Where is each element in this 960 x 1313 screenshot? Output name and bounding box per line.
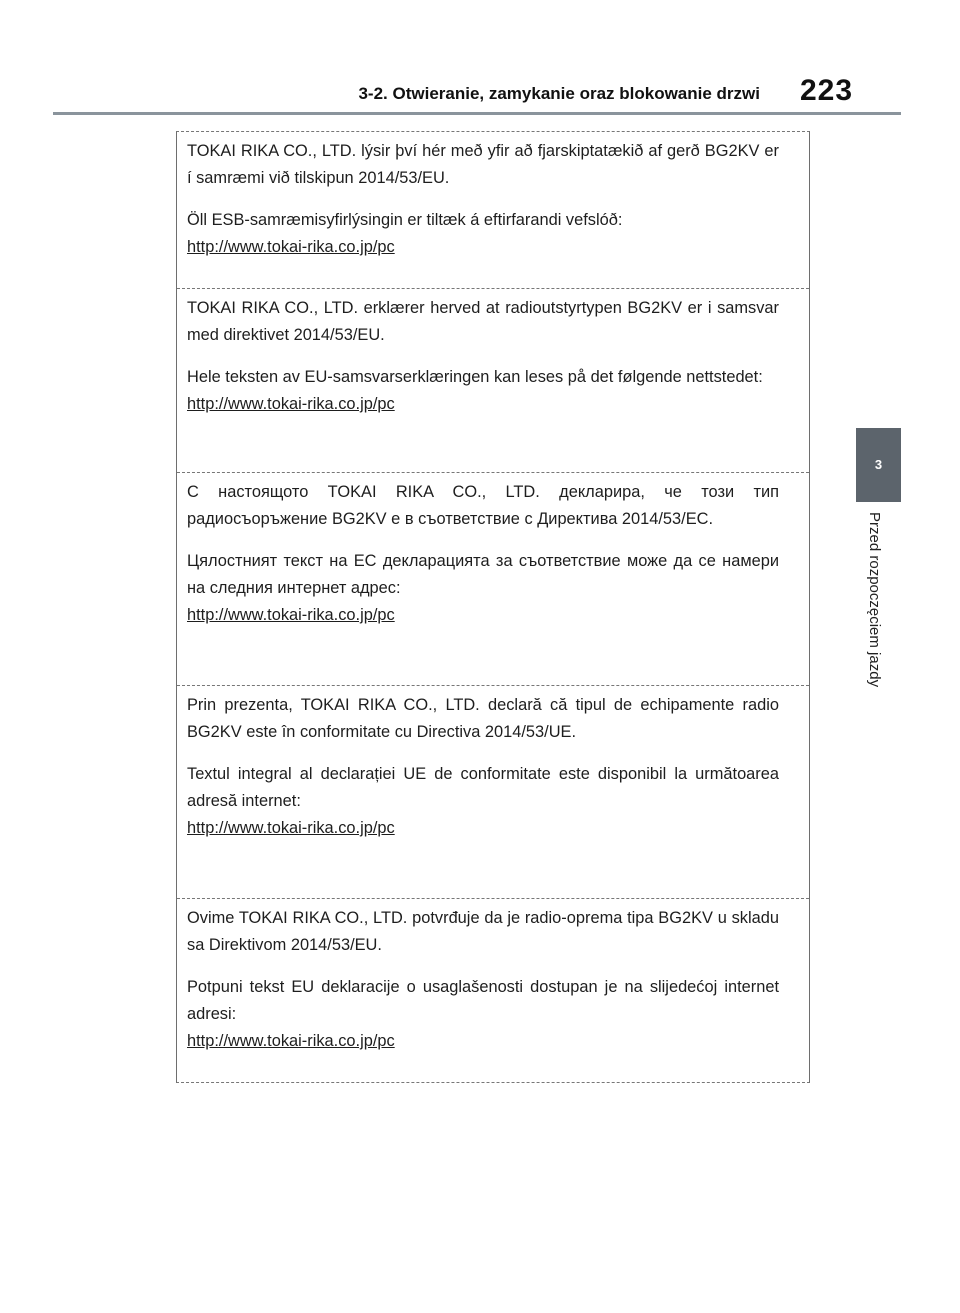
declaration-section-croatian: [177, 899, 809, 1082]
declaration-availability: [187, 364, 779, 418]
declaration-link[interactable]: http://www.tokai-rika.co.jp/pc: [187, 819, 395, 837]
chapter-tab: 3: [856, 428, 901, 502]
declaration-link[interactable]: http://www.tokai-rika.co.jp/pc: [187, 1032, 395, 1050]
header-divider: [53, 112, 901, 115]
declaration-availability-text: Hele teksten av EU-samsvarserklæringen kan leses på det følgende nettstedet:: [187, 368, 763, 386]
declaration-statement: Ovime TOKAI RIKA CO., LTD. potvrđuje da je radio-oprema tipa BG2KV u skladu sa Direktivom 2014/53/EU.: [187, 909, 779, 954]
declaration-availability-text: Textul integral al declarației UE de conformitate este disponibil la următoarea adresă internet:: [187, 765, 779, 810]
declaration-link[interactable]: http://www.tokai-rika.co.jp/pc: [187, 606, 395, 624]
declaration-section-romanian: [177, 686, 809, 899]
page-number: 223: [800, 74, 854, 107]
declaration-section-icelandic: [177, 132, 809, 289]
declaration-statement: Prin prezenta, TOKAI RIKA CO., LTD. declară că tipul de echipamente radio BG2KV este în conformitate cu Directiva 2014/53/UE.: [187, 696, 779, 741]
declaration-link[interactable]: http://www.tokai-rika.co.jp/pc: [187, 238, 395, 256]
declaration-availability: [187, 761, 779, 842]
declaration-section-norwegian: [177, 289, 809, 473]
declaration-link[interactable]: http://www.tokai-rika.co.jp/pc: [187, 395, 395, 413]
declaration-availability-text: Öll ESB-samræmisyfirlýsingin er tiltæk á eftirfarandi vefslóð:: [187, 211, 623, 229]
declaration-box: [176, 131, 810, 1083]
declaration-section-bulgarian: [177, 473, 809, 686]
declaration-statement: TOKAI RIKA CO., LTD. erklærer herved at radioutstyrtypen BG2KV er i samsvar med direktivet 2014/53/EU.: [187, 299, 779, 344]
declaration-availability-text: Potpuni tekst EU deklaracije o usaglašenosti dostupan je na slijedećoj internet adresi:: [187, 978, 779, 1023]
chapter-title: 3-2. Otwieranie, zamykanie oraz blokowanie drzwi: [358, 84, 760, 103]
declaration-statement: TOKAI RIKA CO., LTD. lýsir því hér með yfir að fjarskiptatækið af gerð BG2KV er í samræmi við tilskipun 2014/53/EU.: [187, 142, 779, 187]
declaration-availability: [187, 974, 779, 1055]
chapter-side-label: Przed rozpoczęciem jazdy: [866, 512, 883, 688]
declaration-statement: С настоящото TOKAI RIKA CO., LTD. декларира, че този тип радиосъоръжение BG2KV е в съответствие с Директива 2014/53/ЕС.: [187, 483, 779, 528]
declaration-availability: [187, 207, 779, 261]
declaration-availability-text: Цялостният текст на ЕС декларацията за съответствие може да се намери на следния интернет адрес:: [187, 552, 779, 597]
declaration-availability: [187, 548, 779, 629]
